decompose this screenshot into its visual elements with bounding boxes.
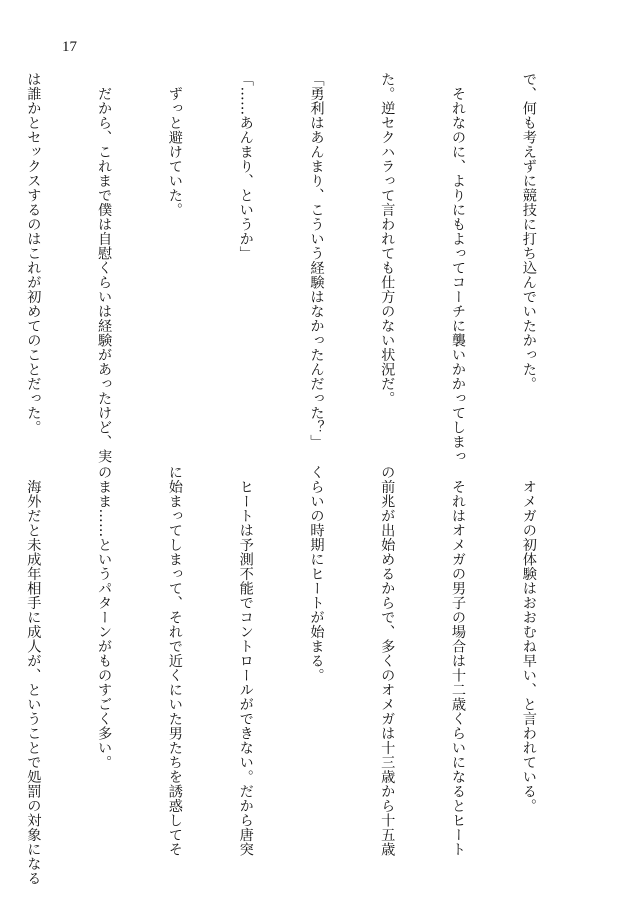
page-number: 17: [62, 39, 77, 55]
text-line: 「……あんまり、というか」: [237, 72, 254, 261]
upper-text-block: [25, 72, 587, 464]
text-line: のまま……というパターンがものすごく多い。: [96, 465, 113, 770]
text-line: は誰かとセックスするのはこれが初めてのことだった。: [25, 72, 42, 435]
lower-text-block: [25, 465, 587, 886]
text-line: だから、これまで僕は自慰くらいは経験があったけど、実: [96, 72, 113, 464]
text-line: それなのに、よりにもよってコーチに襲いかかってしまっ: [450, 72, 467, 464]
text-line: に始まってしまって、それで近くにいた男たちを誘惑してそ: [166, 465, 183, 857]
text-line: くらいの時期にヒートが始まる。: [308, 465, 325, 683]
text-line: 海外だと未成年相手に成人が、ということで処罰の対象になる: [25, 465, 42, 886]
text-line: た。逆セクハラって言われても仕方のない状況だ。: [379, 72, 396, 406]
text-line: オメガの初体験はおおむね早い、と言われている。: [520, 465, 537, 813]
text-line: それはオメガの男子の場合は十二歳くらいになるとヒート: [450, 465, 467, 857]
text-line: 「勇利はあんまり、こういう経験はなかったんだった？」: [308, 72, 325, 449]
text-line: で、何も考えずに競技に打ち込んでいたかった。: [520, 72, 537, 391]
text-line: ヒートは予測不能でコントロールができない。だから唐突: [237, 465, 254, 857]
text-line: の前兆が出始めるからで、多くのオメガは十三歳から十五歳: [379, 465, 396, 857]
text-line: ずっと避けていた。: [166, 72, 183, 217]
